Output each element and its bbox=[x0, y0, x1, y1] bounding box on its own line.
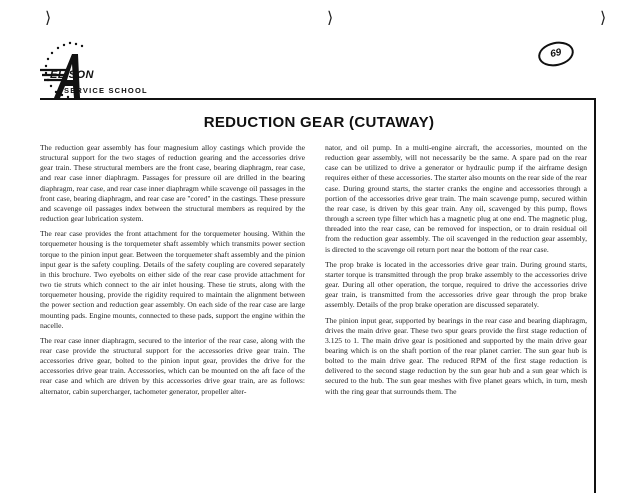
brand-subtitle: SERVICE SCHOOL bbox=[64, 86, 148, 95]
paragraph: The reduction gear assembly has four magnesium alloy castings which provide the structural support for the two stages of reduction gearing and the accessories drive gear train. These structural members are the front case, bearing diaphragm, rear case, and rear case inner diaphragm. Passages for pressure oil are drilled in the bearing diaphragm, rear case, and rear case inner diaphragm while scavenge oil passages in the front case, bearing diaphragm, and rear case are "cored" in the castings. These pressure and scavenge oil passages index between the structural members as required by the reduction gear lubrication system. bbox=[40, 143, 305, 224]
paragraph: nator, and oil pump. In a multi-engine aircraft, the accessories, mounted on the reduction gear assembly, will not necessarily be the same. A spare pad on the rear case can be utilized to drive a generator or hydraulic pump if the airframe design requires either of these accessories. The starter also mounts on the rear side of the rear case. During ground starts, the starter cranks the engine and accessories through a portion of the accessories drive gear train. The main scavenge pump, secured within the rear case, is driven by this gear train. Any oil, scavenged by this pump, flows through a screen type filter which has a magnetic plug at one end. The magnetic plug, threaded into the rear case, can be removed for inspection, or to drain residual oil from the reduction gear assembly. The oil scavenged in the reduction gear assembly, is directed to the scavenge oil return port near the bottom of the rear case. bbox=[325, 143, 587, 254]
right-column bbox=[325, 143, 587, 402]
page-title: REDUCTION GEAR (CUTAWAY) bbox=[203, 114, 435, 131]
header-rule bbox=[40, 98, 596, 100]
paragraph: The rear case inner diaphragm, secured to the interior of the rear case, along with the rear case provide the structural support for the accessories drive gear train. The accessories drive gear, bolted to the pinion input gear, provides the drive for the accessories drive gear train. Accessories, which can be mounted on the aft face of the rear case and which are driven by this accessories drive gear train, are as follows: alternator, cabin supercharger, tachometer generator, propeller alter- bbox=[40, 335, 305, 396]
paragraph: The pinion input gear, supported by bearings in the rear case and bearing diaphragm, drives the main drive gear. These two spur gears provide the first stage reduction of 3.125 to 1. The main drive gear is positioned and supported by the main drive gear bearing which is on the shaft portion of the rear planet carrier. The sun gear hub is bolted to the main drive gear. The reduced RPM of the first stage reduction is delivered to the second stage reduction by the sun gear hub and a sun gear which is secured to the hub. The sun gear meshes with five planet gears which, in turn, mesh with the ring gear that surrounds them. The bbox=[325, 315, 587, 396]
brand-name: ELISON bbox=[50, 69, 94, 81]
punch-hole-mark: ⟩ bbox=[327, 8, 334, 27]
paragraph: The rear case provides the front attachment for the torquemeter housing. Within the torquemeter housing is the torquemeter shaft assembly which transmits power section torque to the pinion input gear. Between the torquemeter shaft assembly and the pinion input gear is the safety coupling. Details of the safety coupling are covered separately in this brochure. Two eyebolts on either side of the rear case provide attachment for two tie struts which connect to the air inlet housing. These tie struts, along with the torquemeter housing, provide the rigidity required to maintain the alignment between the power section and reduction gear assembly. On each side of the rear case are large mounting pads. Engine mounts, connected to these pads, support the engine within the nacelle. bbox=[40, 229, 305, 330]
side-rule bbox=[594, 98, 596, 493]
punch-hole-mark: ⟩ bbox=[45, 8, 52, 27]
left-column bbox=[40, 143, 305, 402]
punch-hole-mark: ⟩ bbox=[600, 8, 607, 27]
paragraph: The prop brake is located in the accessories drive gear train. During ground starts, starter torque is transmitted through the prop brake assembly to the accessories drive gear. During all other operation, the torque, required to drive the accessories drive gear train, is transmitted from the accessories drive gear through the prop brake assembly. Details of the prop brake operation are discussed separately. bbox=[325, 259, 587, 310]
page-number-badge: 69 bbox=[536, 39, 576, 70]
